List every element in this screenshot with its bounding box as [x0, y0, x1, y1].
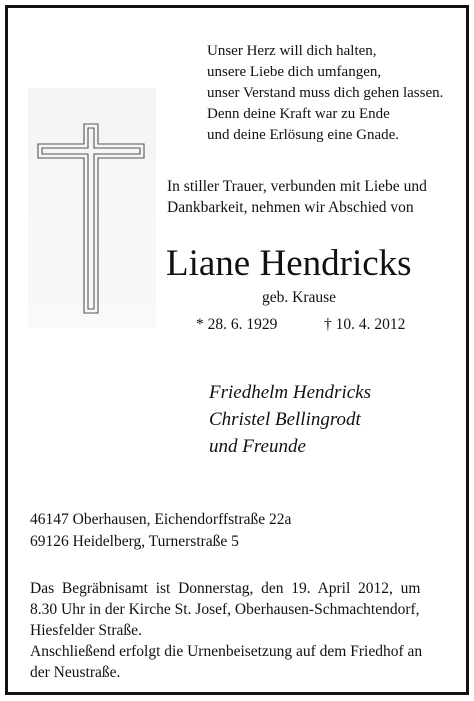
deceased-name: Liane Hendricks [166, 243, 412, 284]
funeral-line: Hiesfelder Straße. [30, 622, 142, 639]
birth-name: geb. Krause [262, 289, 337, 306]
intro-line: In stiller Trauer, verbunden mit Liebe und [167, 178, 427, 195]
mourner-line: Friedhelm Hendricks [209, 382, 371, 403]
cross-icon [28, 88, 156, 328]
poem-line: Denn deine Kraft war zu Ende [207, 106, 390, 122]
mourners-block [209, 379, 371, 460]
birth-date: * 28. 6. 1929 [196, 316, 278, 333]
death-date: † 10. 4. 2012 [324, 316, 406, 333]
funeral-notice [30, 578, 447, 683]
address-line: 69126 Heidelberg, Turnerstraße 5 [30, 533, 239, 550]
mourner-line: und Freunde [209, 436, 306, 457]
poem-line: unser Verstand muss dich gehen lassen. [207, 85, 444, 101]
poem-line: Unser Herz will dich halten, [207, 43, 377, 59]
funeral-line: Anschließend erfolgt die Urnenbeisetzung auf dem Friedhof an [30, 643, 423, 660]
funeral-line: Das Begräbnisamt ist Donnerstag, den 19. April 2012, um [30, 580, 421, 597]
address-line: 46147 Oberhausen, Eichendorffstraße 22a [30, 511, 292, 528]
poem-line: und deine Erlösung eine Gnade. [207, 127, 400, 143]
mourner-line: Christel Bellingrodt [209, 409, 361, 430]
addresses-block [30, 509, 291, 553]
poem-block [207, 41, 443, 146]
funeral-line: 8.30 Uhr in der Kirche St. Josef, Oberhausen-Schmachtendorf, [30, 601, 420, 618]
intro-text [167, 176, 427, 218]
intro-line: Dankbarkeit, nehmen wir Abschied von [167, 199, 414, 216]
poem-line: unsere Liebe dich umfangen, [207, 64, 382, 80]
funeral-line: der Neustraße. [30, 664, 121, 681]
